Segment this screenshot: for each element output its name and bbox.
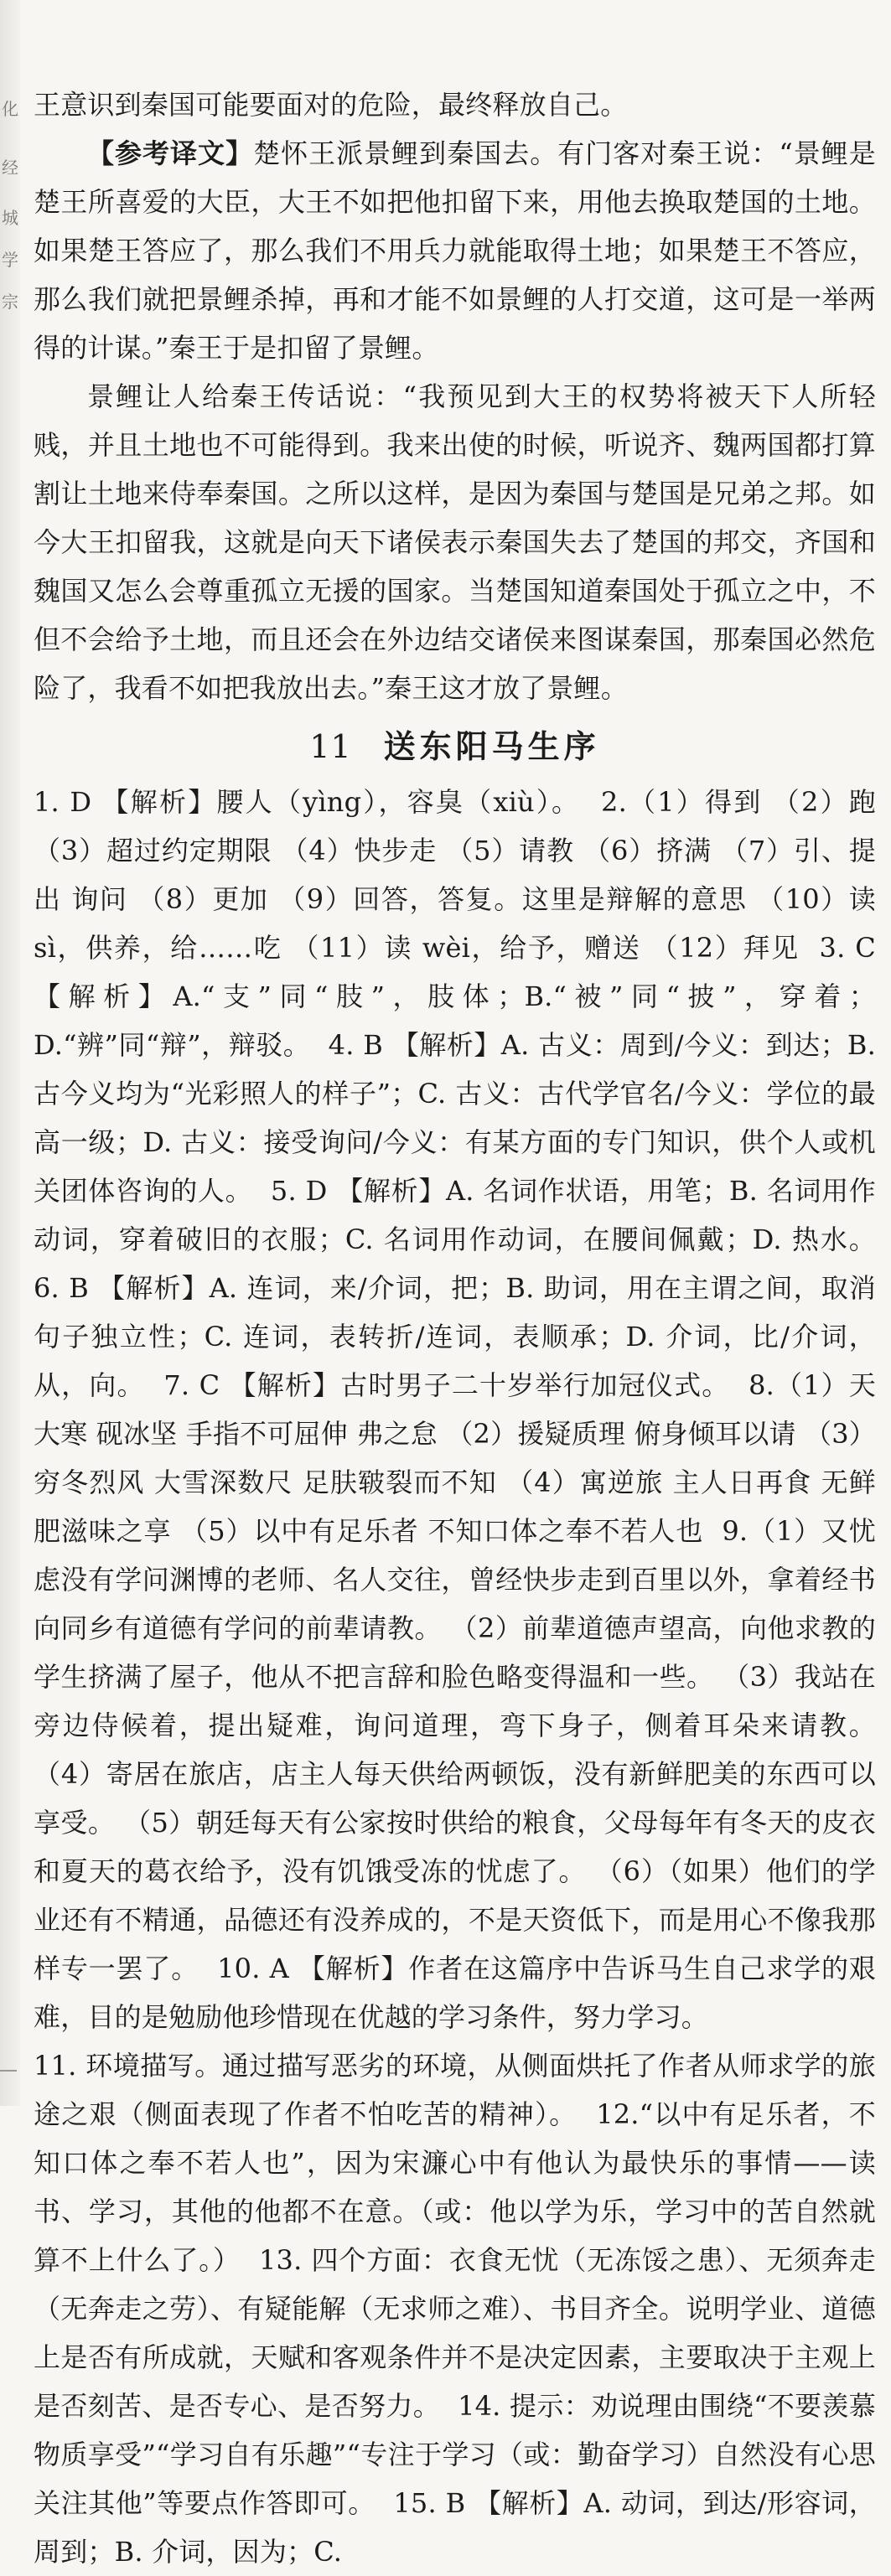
section-title: 送东阳马生序: [383, 727, 600, 765]
page-edge-mark: [0, 2070, 17, 2072]
answer-q2: 2.（1）得到 （2）跑 （3）超过约定期限 （4）快步走 （5）请教 （6）挤满 （7）引、提出 询问 （8）更加 （9）回答，答复。这里是辩解的意思 （10）读 sì，供养，给……吃 （11）读 wèi，给予，赠送 （12）拜见: [34, 786, 885, 964]
answer-q10: 10. A 【解析】作者在这篇序中告诉马生自己求学的艰难，目的是勉励他珍惜现在优越的学习条件，努力学习。: [34, 1953, 876, 2033]
answer-q3: 3. C 【解析】A.“支”同“肢”，肢体；B.“被”同“披”，穿着；D.“辨”同“辩”，辩驳。: [34, 932, 885, 1061]
margin-char: 经: [2, 158, 18, 178]
section-number: 11: [309, 728, 352, 765]
answer-q11: 11. 环境描写。通过描写恶劣的环境，从侧面烘托了作者从师求学的旅途之艰（侧面表现了作者不怕吃苦的精神）。: [34, 2050, 876, 2130]
margin-char: 宗: [2, 292, 18, 312]
answer-q5: 5. D 【解析】A. 名词作状语，用笔；B. 名词用作动词，穿着破旧的衣服；C. 名词用作动词，在腰间佩戴；D. 热水。: [34, 1175, 876, 1255]
answers-block-2: [34, 2041, 876, 2576]
margin-char: 学: [2, 250, 18, 270]
translation-paragraph-1: [34, 129, 876, 372]
translation-label: 【参考译文】: [87, 137, 254, 169]
answer-q9: 9.（1）又忧虑没有学问渊博的老师、名人交往，曾经快步走到百里以外，拿着经书向同乡有道德有学问的前辈请教。 （2）前辈道德声望高，向他求教的学生挤满了屋子，他从不把言辞和脸色略变得温和一些。 （3）我站在旁边侍候着，提出疑难，询问道理，弯下身子，侧着耳朵来请教。 （4）寄居在旅店，店主人每天供给两顿饭，没有新鲜肥美的东西可以享受。 （5）朝廷每天有公家按时供给的粮食，父母每年有冬天的皮衣和夏天的葛衣给予，没有饥饿受冻的忧虑了。 （6）（如果）他们的学业还有不精通，品德还有没养成的，不是天资低下，而是用心不像我那样专一罢了。: [34, 1515, 885, 1984]
translation-text-2: 景鲤让人给秦王传话说：“我预见到大王的权势将被天下人所轻贱，并且土地也不可能得到。我来出使的时候，听说齐、魏两国都打算割让土地来侍奉秦国。之所以这样，是因为秦国与楚国是兄弟之邦。如今大王扣留我，这就是向天下诸侯表示秦国失去了楚国的邦交，齐国和魏国又怎么会尊重孤立无援的国家。当楚国知道秦国处于孤立之中，不但不会给予土地，而且还会在外边结交诸侯来图谋秦国，那秦国必然危险了，我看不如把我放出去。”秦王这才放了景鲤。: [34, 380, 876, 704]
translation-paragraph-2: [34, 372, 876, 712]
answer-q14: 14. 提示：劝说理由围绕“不要羡慕物质享受”“学习自有乐趣”“专注于学习（或：勤奋学习）自然没有心思关注其他”等要点作答即可。: [34, 2390, 876, 2519]
answer-q15: 15. B 【解析】A. 动词，到达/形容词，周到；B. 介词，因为；C.: [34, 2487, 876, 2568]
answer-q1: 1. D 【解析】腰人（yìng），容臭（xiù）。: [34, 786, 581, 818]
answer-q12: 12.“以中有足乐者，不知口体之奉不若人也”，因为宋濂心中有他认为最快乐的事情——读书、学习，其他的他都不在意。（或：他以学为乐，学习中的苦自然就算不上什么了。）: [34, 2098, 876, 2276]
answer-page: [34, 80, 885, 2576]
margin-char: 城: [2, 208, 18, 228]
translation-text-1: 楚怀王派景鲤到秦国去。有门客对秦王说：“景鲤是楚王所喜爱的大臣，大王不如把他扣留下来，用他去换取楚国的土地。如果楚王答应了，那么我们不用兵力就能取得土地；如果楚王不答应，那么我们就把景鲤杀掉，再和才能不如景鲤的人打交道，这可是一举两得的计谋。”秦王于是扣留了景鲤。: [34, 137, 876, 364]
margin-char: 化: [2, 99, 18, 119]
previous-analysis-text: 王意识到秦国可能要面对的危险，最终释放自己。: [34, 89, 628, 121]
answer-q8: 8.（1）天大寒 砚冰坚 手指不可屈伸 弗之怠 （2）援疑质理 俯身倾耳以请 （3）穷冬烈风 大雪深数尺 足肤皲裂而不知 （4）寓逆旅 主人日再食 无鲜肥滋味之享 （5）以中有足乐者 不知口体之奉不若人也: [34, 1369, 877, 1547]
previous-analysis-end: [34, 80, 876, 129]
answer-q7: 7. C 【解析】古时男子二十岁举行加冠仪式。: [163, 1369, 730, 1401]
answer-q6: 6. B 【解析】A. 连词，来/介词，把；B. 助词，用在主谓之间，取消句子独立性；C. 连词，表转折/连词，表顺承；D. 介词，比/介词，从，向。: [34, 1272, 876, 1401]
section-heading: [34, 719, 876, 774]
answer-q4: 4. B 【解析】A. 古义：周到/今义：到达；B. 古今义均为“光彩照人的样子”；C. 古义：古代学官名/今义：学位的最高一级；D. 古义：接受询问/今义：有某方面的专门知识，供个人或机关团体咨询的人。: [34, 1029, 885, 1207]
answers-block-1: [34, 778, 885, 2041]
left-margin-strip: [0, 0, 20, 2106]
answer-q13: 13. 四个方面：衣食无忧（无冻馁之患）、无须奔走（无奔走之劳）、有疑能解（无求师之难）、书目齐全。说明学业、道德上是否有所成就，天赋和客观条件并不是决定因素，主要取决于主观上是否刻苦、是否专心、是否努力。: [34, 2244, 876, 2422]
